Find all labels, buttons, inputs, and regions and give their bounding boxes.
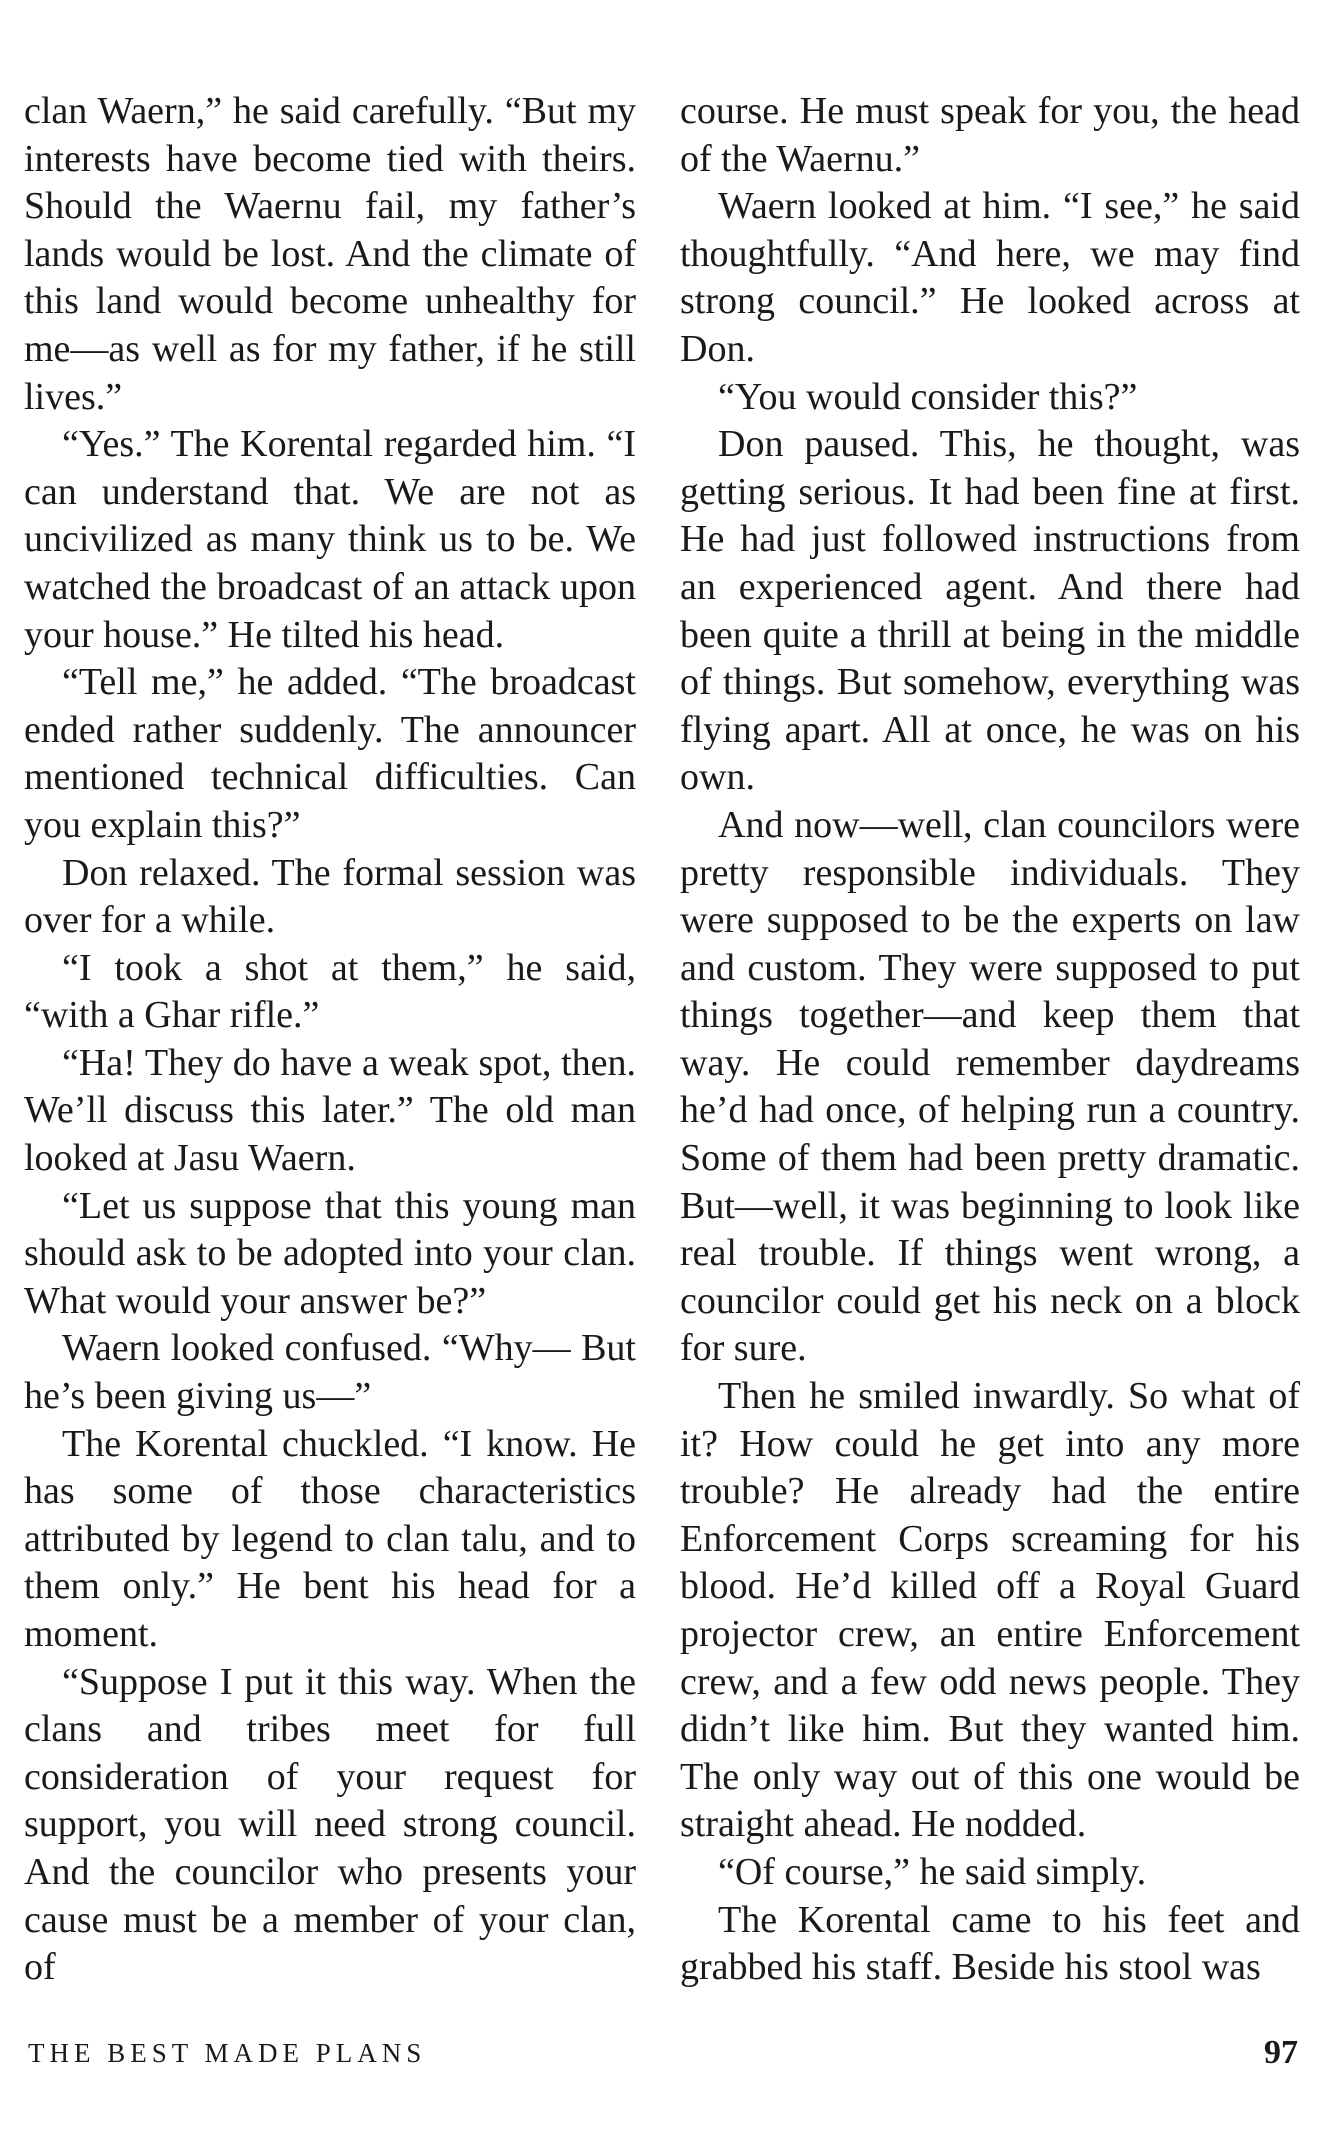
paragraph: “Of course,” he said simply. [718,1850,1147,1893]
left-column [24,88,636,1992]
paragraph: Don relaxed. The formal session was over for a while. [24,851,636,942]
paragraph: “You would consider this?” [718,375,1138,418]
paragraph: Then he smiled inwardly. So what of it? How could he get into any more trouble? He already had the entire Enforcement Corps screaming for his blood. He’d killed off a Royal Guard projector crew, an entire Enforcement crew, and a few odd news people. They didn’t like him. But they wanted him. The only way out of this one would be straight ahead. He nodded. [680,1375,1300,1846]
paragraph: Don paused. This, he thought, was getting serious. It had been fine at first. He had just followed instructions from an experienced agent. And there had been quite a thrill at being in the middle of things. But somehow, everything was flying apart. All at once, he was on his own. [680,423,1300,799]
paragraph: The Korental came to his feet and grabbed his staff. Beside his stool was [680,1898,1300,1989]
paragraph: “Suppose I put it this way. When the clans and tribes meet for full consideration of your request for support, you will need strong council. And the councilor who presents your cause must be a member of your clan, of [24,1660,636,1989]
paragraph: The Korental chuckled. “I know. He has some of those characteristics attributed by legend to clan talu, and to them only.” He bent his head for a moment. [24,1422,636,1655]
paragraph: Waern looked confused. “Why— But he’s been giving us—” [24,1327,636,1418]
paragraph: And now—well, clan councilors were pretty responsible individuals. They were supposed to be the experts on law and custom. They were supposed to put things together—and keep them that way. He could remember daydreams he’d had once, of helping run a country. Some of them had been pretty dramatic. But—well, it was beginning to look like real trouble. If things went wrong, a councilor could get his neck on a block for sure. [680,803,1300,1370]
paragraph: “Ha! They do have a weak spot, then. We’ll discuss this later.” The old man looked at Jasu Waern. [24,1041,636,1180]
right-column [680,88,1300,1992]
paragraph: course. He must speak for you, the head of the Waernu.” [680,90,1300,180]
page-number: 97 [1264,2034,1298,2071]
paragraph: “I took a shot at them,” he said, “with a Ghar rifle.” [24,946,636,1037]
page-footer [28,2034,1298,2084]
running-head: THE BEST MADE PLANS [28,2038,427,2068]
paragraph: “Let us suppose that this young man should ask to be adopted into your clan. What would your answer be?” [24,1184,636,1322]
paragraph: “Tell me,” he added. “The broadcast ended rather suddenly. The announcer mentioned technical difficulties. Can you explain this?” [24,661,636,846]
paragraph: “Yes.” The Korental regarded him. “I can understand that. We are not as uncivilized as many think us to be. We watched the broadcast of an attack upon your house.” He tilted his head. [24,423,636,656]
paragraph: Waern looked at him. “I see,” he said thoughtfully. “And here, we may find strong council.” He looked across at Don. [680,185,1300,370]
paragraph: clan Waern,” he said carefully. “But my interests have become tied with theirs. Should the Waernu fail, my father’s lands would be lost. And the climate of this land would become unhealthy for me—as well as for my father, if he still lives.” [24,90,636,418]
